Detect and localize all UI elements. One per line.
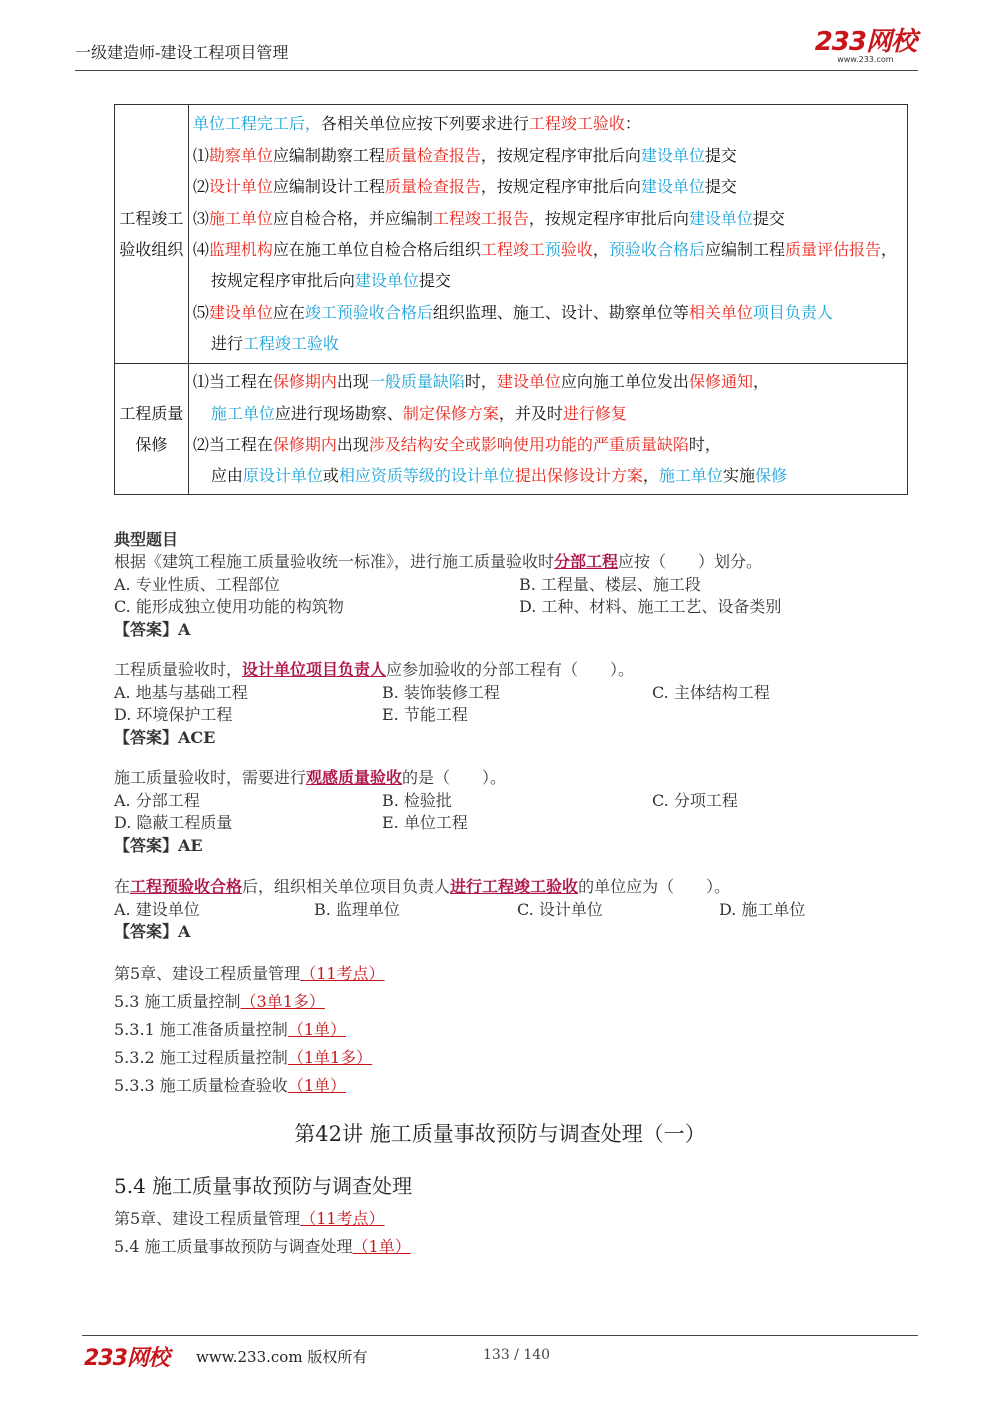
option-a: A. 建设单位 <box>114 899 200 919</box>
content-segment: ： <box>624 114 641 134</box>
table-row-warranty <box>115 364 908 495</box>
content-segment: 建设单位 <box>640 145 705 165</box>
brand-logo <box>815 28 916 64</box>
content-segment: 提交 <box>752 208 785 228</box>
answer: 【答案】A <box>114 922 191 941</box>
content-line <box>193 140 897 171</box>
content-segment: 原设计单位 <box>242 466 323 486</box>
outline-item <box>114 1233 411 1261</box>
option-a: A. 分部工程 <box>114 790 200 810</box>
content-segment: 施工单位 <box>210 403 275 423</box>
content-segment: 质量检查报告 <box>384 145 481 165</box>
content-segment: 提交 <box>704 145 737 165</box>
row-label-warranty <box>115 364 189 495</box>
content-segment: 保修 <box>754 466 787 486</box>
row-label-line: 保修 <box>135 435 168 454</box>
option-e: E. 节能工程 <box>382 705 468 724</box>
outline-text: 5.3 施工质量控制 <box>114 992 241 1011</box>
content-segment: 严重质量缺陷 <box>592 435 689 454</box>
content-segment: 工程竣工 <box>480 240 545 259</box>
content-segment: 应由 <box>210 466 243 486</box>
option-c: C. 能形成独立使用功能的构筑物 <box>114 597 344 616</box>
content-segment: ，并及时 <box>498 403 563 423</box>
option-c: C. 主体结构工程 <box>652 682 770 702</box>
question-1 <box>114 551 894 641</box>
content-segment: 验收 <box>560 240 593 259</box>
content-segment: 应向施工单位发出 <box>560 372 689 392</box>
content-segment: 时， <box>688 435 721 454</box>
content-segment: 应在施工单位自检合格后组织 <box>272 240 481 259</box>
outline-section-1 <box>114 960 385 1100</box>
highlight-term: 设计单位项目负责人 <box>242 660 387 679</box>
question-text: 应参加验收的分部工程有（ ）。 <box>386 660 635 679</box>
option-d: D. 环境保护工程 <box>114 705 233 724</box>
content-segment: 工程竣工报告 <box>432 208 529 228</box>
content-segment: 设计单位 <box>208 177 273 197</box>
question-4 <box>114 876 894 944</box>
content-segment: ⑴当工程在 <box>192 372 273 392</box>
content-segment: 质量评估报告 <box>784 240 881 259</box>
outline-text: 第5章、建设工程质量管理 <box>114 1209 301 1228</box>
quality-table <box>114 104 908 495</box>
document-header-title: 一级建造师-建设工程项目管理 <box>75 43 289 62</box>
outline-text: 5.3.1 施工准备质量控制 <box>114 1020 288 1039</box>
header-divider <box>75 70 918 71</box>
content-segment: ，按规定程序审批后向 <box>480 177 641 197</box>
content-segment: 建设单位 <box>496 372 561 392</box>
option-b: B. 检验批 <box>382 790 452 810</box>
content-segment: ， <box>880 240 897 259</box>
content-segment: 相关单位 <box>688 302 753 322</box>
content-segment: 应编制设计工程 <box>272 177 385 197</box>
answer: 【答案】ACE <box>114 727 216 747</box>
content-segment: 质量检查报告 <box>384 177 481 197</box>
content-segment: 勘察单位 <box>208 145 273 165</box>
logo-url: www.233.com <box>837 55 894 64</box>
content-segment: 建设单位 <box>688 208 753 228</box>
heading-text: 典型题目 <box>114 530 179 549</box>
content-segment: 监理机构 <box>208 240 273 259</box>
content-segment: 涉及结构安全或影响使用功能的 <box>368 435 593 454</box>
outline-item <box>114 1044 385 1072</box>
content-segment: 时， <box>464 372 497 392</box>
page-number: 133 / 140 <box>483 1347 551 1363</box>
outline-item <box>114 988 385 1016</box>
highlight-term: 观感质量验收 <box>306 768 403 787</box>
question-text: 工程质量验收时， <box>114 660 243 679</box>
content-segment: ⑵当工程在 <box>192 435 273 454</box>
content-segment: ， <box>592 240 609 259</box>
content-segment: 保修期内 <box>272 435 337 454</box>
outline-text: 5.3.3 施工质量检查验收 <box>114 1076 288 1095</box>
outline-section-2 <box>114 1205 411 1261</box>
content-segment: 竣工预验收合格后 <box>304 302 433 322</box>
footer-copyright: www.233.com 版权所有 <box>196 1348 368 1366</box>
content-line <box>193 366 897 397</box>
lecture-title: 第42讲 施工质量事故预防与调查处理（一） <box>294 1122 706 1146</box>
content-segment: 工程竣工验收 <box>242 334 339 354</box>
content-segment: ⑷ <box>192 240 209 259</box>
outline-tag: （1单） <box>287 1020 346 1039</box>
outline-item <box>114 960 385 988</box>
question-text: 根据《建筑工程施工质量验收统一标准》，进行施工质量验收时 <box>114 552 555 571</box>
content-segment: ⑵ <box>192 177 209 197</box>
outline-tag: （1单1多） <box>287 1048 373 1067</box>
table-row-acceptance <box>115 105 908 364</box>
content-segment: 应自检合格，并应编制 <box>272 208 433 228</box>
content-segment: 单位工程完工后， <box>192 114 321 134</box>
question-text: 施工质量验收时，需要进行 <box>114 768 307 787</box>
content-segment: ，按规定程序审批后向 <box>480 145 641 165</box>
question-text: 后，组织相关单位项目负责人 <box>242 877 451 896</box>
option-a: A. 地基与基础工程 <box>114 682 248 702</box>
option-b: B. 工程量、楼层、施工段 <box>519 574 701 594</box>
content-segment: 或 <box>322 466 339 486</box>
content-segment: 工程竣工验收 <box>528 114 625 134</box>
question-text: 在 <box>114 877 131 896</box>
content-line <box>193 398 897 429</box>
outline-text: 第5章、建设工程质量管理 <box>114 964 301 983</box>
row-content-warranty <box>188 364 907 495</box>
content-line <box>193 297 897 328</box>
outline-tag: （1单） <box>352 1237 411 1256</box>
content-line <box>193 234 897 265</box>
content-line <box>193 171 897 202</box>
content-line <box>193 265 897 296</box>
content-segment: 组织监理、施工、设计、勘察单位等 <box>432 302 689 322</box>
footer-logo: 233网校 <box>84 1346 169 1371</box>
outline-item <box>114 1205 411 1233</box>
content-segment: 应编制勘察工程 <box>272 145 385 165</box>
content-segment: ， <box>642 466 659 486</box>
content-segment: ⑸ <box>192 302 209 322</box>
answer: 【答案】AE <box>114 835 203 855</box>
content-segment: 提交 <box>704 177 737 197</box>
content-segment: 按规定程序审批后向 <box>210 271 355 291</box>
option-a: A. 专业性质、工程部位 <box>114 574 280 594</box>
highlight-term: 进行工程竣工验收 <box>450 877 579 896</box>
content-segment: 出现 <box>336 372 369 392</box>
option-c: C. 设计单位 <box>517 899 603 919</box>
content-segment: 实施 <box>722 466 755 486</box>
content-line <box>193 460 897 491</box>
content-segment: 预 <box>544 240 561 259</box>
content-segment: 施工单位 <box>208 208 273 228</box>
outline-item <box>114 1016 385 1044</box>
question-text: 的是（ ）。 <box>402 768 507 787</box>
content-segment: 出现 <box>336 435 369 454</box>
content-line <box>193 108 897 139</box>
highlight-term: 分部工程 <box>554 552 619 571</box>
section-title: 5.4 施工质量事故预防与调查处理 <box>114 1174 413 1198</box>
content-segment: 施工单位 <box>658 466 723 486</box>
content-segment: 制定保修方案 <box>402 403 499 423</box>
question-3 <box>114 767 894 857</box>
content-segment: 进行修复 <box>562 403 627 423</box>
content-segment: 应编制工程 <box>704 240 785 259</box>
outline-text: 5.4 施工质量事故预防与调查处理 <box>114 1237 353 1256</box>
footer-divider <box>82 1335 918 1336</box>
content-segment: 预验收合格后 <box>608 240 705 259</box>
option-d: D. 工种、材料、施工工艺、设备类别 <box>519 597 782 616</box>
content-segment: ⑶ <box>192 208 209 228</box>
content-segment: 建设单位 <box>640 177 705 197</box>
content-segment: 进行 <box>210 334 243 354</box>
content-segment: 一般质量缺陷 <box>368 372 465 392</box>
highlight-term: 工程预验收合格 <box>130 877 243 896</box>
content-segment: 项目负责人 <box>752 302 833 322</box>
content-segment: ，按规定程序审批后向 <box>528 208 689 228</box>
row-label-acceptance <box>115 105 189 364</box>
content-segment: 应在 <box>272 302 305 322</box>
option-b: B. 装饰装修工程 <box>382 682 500 702</box>
row-label-line: 验收组织 <box>119 240 184 259</box>
content-segment: 各相关单位应按下列要求进行 <box>320 114 529 134</box>
row-label-line: 工程质量 <box>119 404 184 423</box>
content-segment: 建设单位 <box>354 271 419 291</box>
option-b: B. 监理单位 <box>314 899 400 919</box>
content-segment: ， <box>752 372 769 392</box>
content-segment: 建设单位 <box>208 302 273 322</box>
content-segment: ⑴ <box>192 145 209 165</box>
option-e: E. 单位工程 <box>382 813 468 832</box>
outline-tag: （11考点） <box>300 1209 385 1228</box>
outline-item <box>114 1072 385 1100</box>
outline-tag: （11考点） <box>300 964 385 983</box>
answer: 【答案】A <box>114 619 191 639</box>
content-segment: 应进行现场勘察、 <box>274 403 403 423</box>
questions-heading <box>114 529 178 552</box>
option-c: C. 分项工程 <box>652 790 738 810</box>
content-segment: 保修期内 <box>272 372 337 392</box>
outline-tag: （3单1多） <box>240 992 325 1011</box>
logo-text: 233网校 <box>814 27 916 57</box>
option-d: D. 隐蔽工程质量 <box>114 813 233 832</box>
content-segment: 提出保修设计方案 <box>514 466 643 486</box>
content-segment: 相应资质等级的设计单位 <box>338 466 515 486</box>
content-segment: 提交 <box>418 271 451 291</box>
outline-text: 5.3.2 施工过程质量控制 <box>114 1048 288 1067</box>
row-content-acceptance <box>188 105 907 364</box>
option-d: D. 施工单位 <box>719 899 806 919</box>
outline-tag: （1单） <box>287 1076 346 1095</box>
row-label-line: 工程竣工 <box>119 209 184 228</box>
content-line <box>193 203 897 234</box>
content-line <box>193 429 897 460</box>
content-line <box>193 328 897 359</box>
content-segment: 保修通知 <box>688 372 753 392</box>
question-text: 的单位应为（ ）。 <box>578 877 731 896</box>
question-2 <box>114 659 894 749</box>
question-text: 应按（ ）划分。 <box>618 552 763 571</box>
